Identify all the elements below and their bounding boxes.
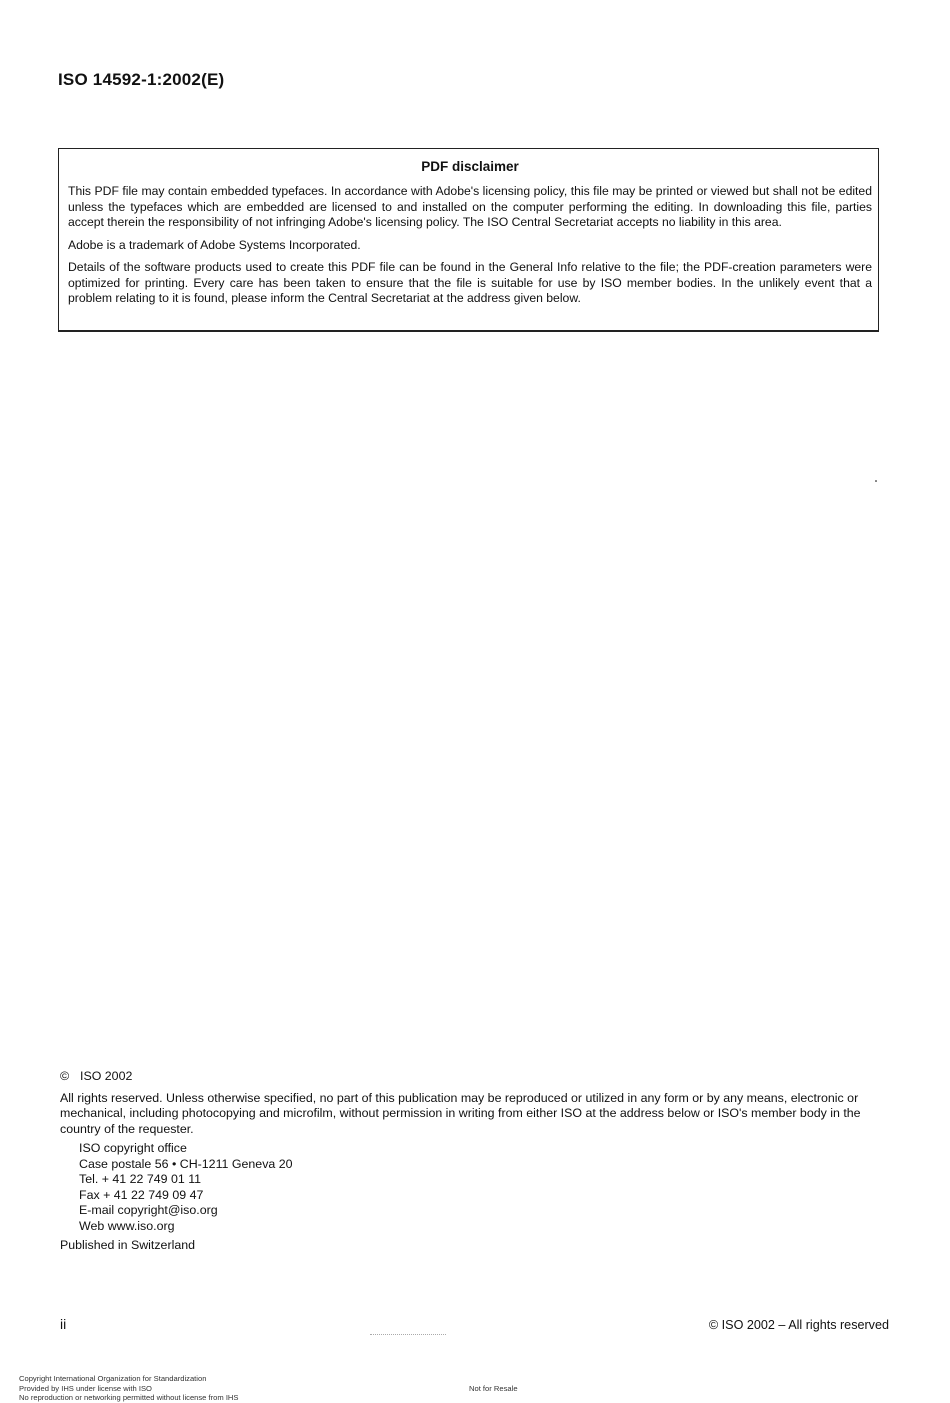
ihs-notice-line: No reproduction or networking permitted without license from IHS	[19, 1393, 239, 1402]
scan-speck	[875, 480, 877, 482]
office-name: ISO copyright office	[79, 1141, 187, 1155]
copyright-line	[60, 1069, 890, 1085]
ihs-notice-line: Copyright International Organization for Standardization	[19, 1374, 207, 1383]
scan-dotted-mark	[370, 1334, 446, 1335]
copyright-block	[60, 1069, 890, 1254]
website: Web www.iso.org	[79, 1218, 175, 1233]
disclaimer-paragraph-software: Details of the software products used to create this PDF file can be found in the General Info relative to the file; the PDF-creation parameters were optimized for printing. Every care has been taken to ensure that the file is suitable for use by ISO member bodies. In the unlikely event that a problem relating to it is found, please inform the Central Secretariat at the address given below.	[68, 260, 872, 305]
ihs-license-notice	[19, 1374, 238, 1403]
copyright-symbol: ©	[60, 1069, 70, 1083]
telephone: Tel. + 41 22 749 01 11	[79, 1172, 202, 1186]
ihs-notice-line: Provided by IHS under license with ISO	[19, 1383, 152, 1393]
fax: Fax + 41 22 749 09 47	[79, 1187, 204, 1202]
copyright-office-address	[60, 1141, 890, 1234]
disclaimer-paragraph-typefaces: This PDF file may contain embedded typefaces. In accordance with Adobe's licensing policy, this file may be printed or viewed but shall not be edited unless the typefaces which are embedded are licensed to and installed on the computer performing the editing. In downloading this file, parties accept therein the responsibility of not infringing Adobe's licensing policy. The ISO Central Secretariat accepts no liability in this area.	[68, 184, 872, 229]
document-id: ISO 14592-1:2002(E)	[58, 70, 225, 89]
footer-rights-reserved: © ISO 2002 – All rights reserved	[708, 1318, 889, 1332]
rights-statement: All rights reserved. Unless otherwise specified, no part of this publication may be reproduced or utilized in any form or by any means, electronic or mechanical, including photocopying and microfilm, without permission in writing from either ISO at the address below or ISO's member body in the country of the requester.	[60, 1090, 861, 1136]
postal-address: Case postale 56 • CH-1211 Geneva 20	[79, 1156, 293, 1171]
not-for-resale-notice: Not for Resale	[469, 1384, 518, 1393]
email-address: E-mail copyright@iso.org	[79, 1203, 218, 1217]
copyright-year: ISO 2002	[80, 1069, 133, 1083]
page-number: ii	[60, 1316, 67, 1332]
pdf-disclaimer-box	[58, 148, 879, 332]
disclaimer-paragraph-trademark: Adobe is a trademark of Adobe Systems Incorporated.	[68, 237, 361, 252]
published-location: Published in Switzerland	[60, 1238, 195, 1252]
disclaimer-title: PDF disclaimer	[421, 159, 519, 174]
